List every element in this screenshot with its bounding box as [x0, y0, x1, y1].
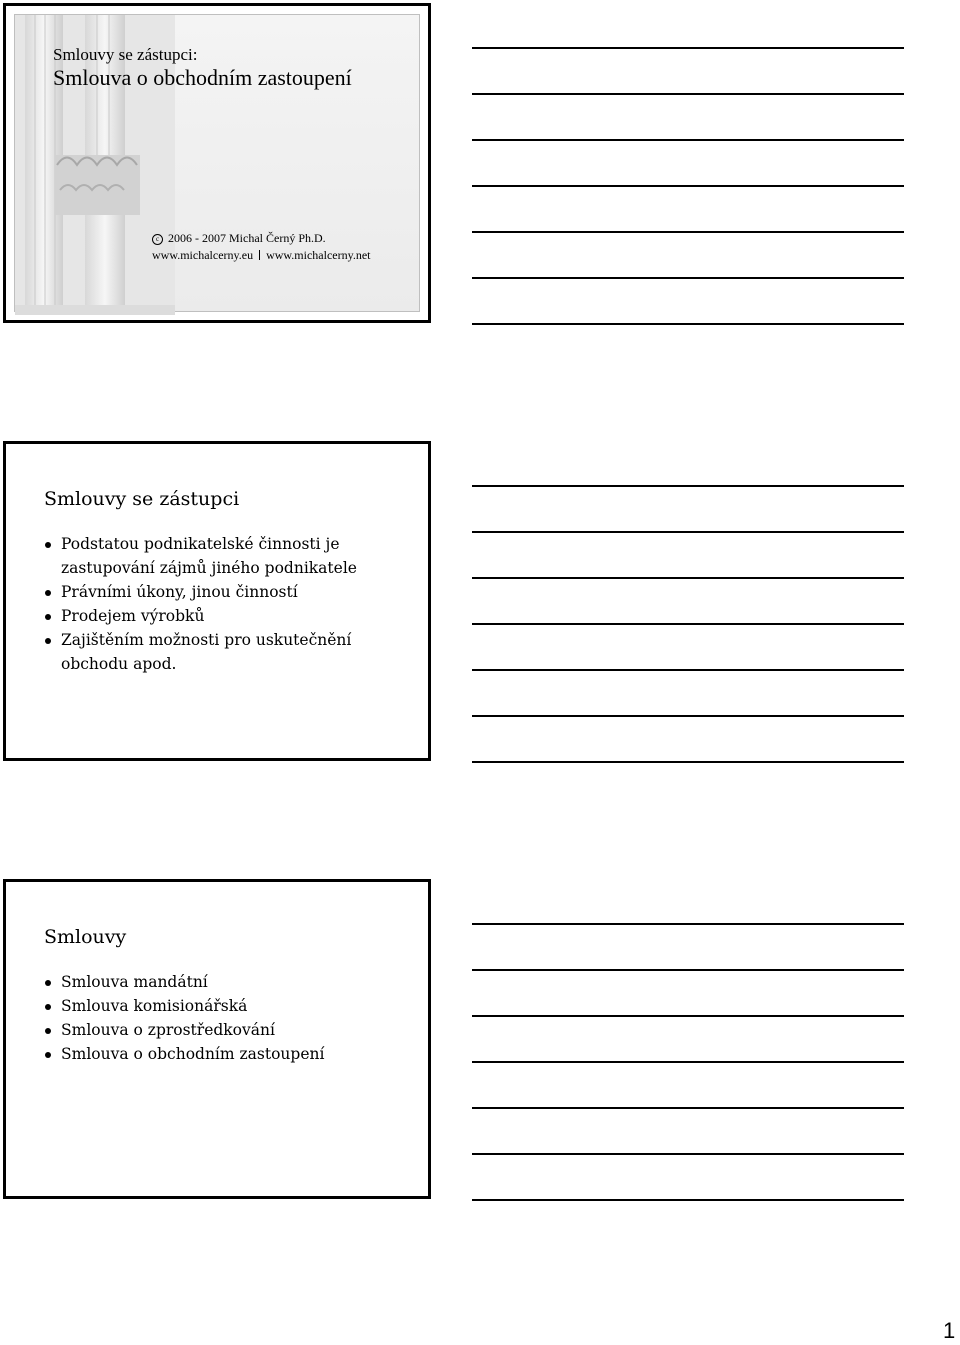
- list-item: Smlouva mandátní: [44, 970, 384, 994]
- list-item: [44, 532, 384, 580]
- bullet-line: Právními úkony, jinou činností: [61, 583, 298, 601]
- note-line: [472, 1107, 904, 1109]
- bullet-list: [44, 970, 384, 1066]
- list-item: [44, 628, 384, 676]
- bullet-line: zastupování zájmů jiného podnikatele: [61, 559, 357, 577]
- note-line: [472, 323, 904, 325]
- note-line: [472, 623, 904, 625]
- slide-1: [3, 3, 431, 323]
- list-item: Smlouva o obchodním zastoupení: [44, 1042, 384, 1066]
- slide-3: [3, 879, 431, 1199]
- note-line: [472, 531, 904, 533]
- copyright-icon: c: [152, 234, 163, 245]
- copyright-text: 2006 - 2007 Michal Černý Ph.D.: [168, 231, 326, 245]
- bullet-line: obchodu apod.: [61, 655, 177, 673]
- note-line: [472, 231, 904, 233]
- link-eu[interactable]: www.michalcerny.eu: [152, 248, 254, 262]
- website-links: [152, 248, 370, 263]
- slide-title: Smlouvy se zástupci: [44, 488, 240, 510]
- copyright-line: [152, 231, 326, 246]
- slide-title: Smlouva o obchodním zastoupení: [53, 65, 352, 90]
- note-line: [472, 969, 904, 971]
- note-line: [472, 185, 904, 187]
- title-slide-background: [14, 14, 420, 312]
- note-line: [472, 923, 904, 925]
- note-line: [472, 1153, 904, 1155]
- link-net[interactable]: www.michalcerny.net: [266, 248, 371, 262]
- separator: [259, 250, 260, 260]
- list-item: [44, 580, 384, 604]
- bullet-line: Zajištěním možnosti pro uskutečnění: [61, 631, 352, 649]
- note-line: [472, 1015, 904, 1017]
- note-line: [472, 485, 904, 487]
- note-line: [472, 715, 904, 717]
- note-line: [472, 277, 904, 279]
- slide-2: [3, 441, 431, 761]
- list-item: Smlouva komisionářská: [44, 994, 384, 1018]
- note-line: [472, 47, 904, 49]
- list-item: [44, 604, 384, 628]
- note-line: [472, 93, 904, 95]
- slide-subtitle: Smlouvy se zástupci:: [53, 45, 198, 64]
- bullet-line: Prodejem výrobků: [61, 607, 205, 625]
- note-line: [472, 669, 904, 671]
- bullet-list: [44, 532, 384, 676]
- note-line: [472, 1199, 904, 1201]
- bullet-line: Podstatou podnikatelské činnosti je: [61, 535, 340, 553]
- note-line: [472, 139, 904, 141]
- list-item: Smlouva o zprostředkování: [44, 1018, 384, 1042]
- note-line: [472, 1061, 904, 1063]
- slide-title: Smlouvy: [44, 926, 127, 948]
- note-line: [472, 577, 904, 579]
- note-line: [472, 761, 904, 763]
- page-number: 1: [943, 1318, 956, 1343]
